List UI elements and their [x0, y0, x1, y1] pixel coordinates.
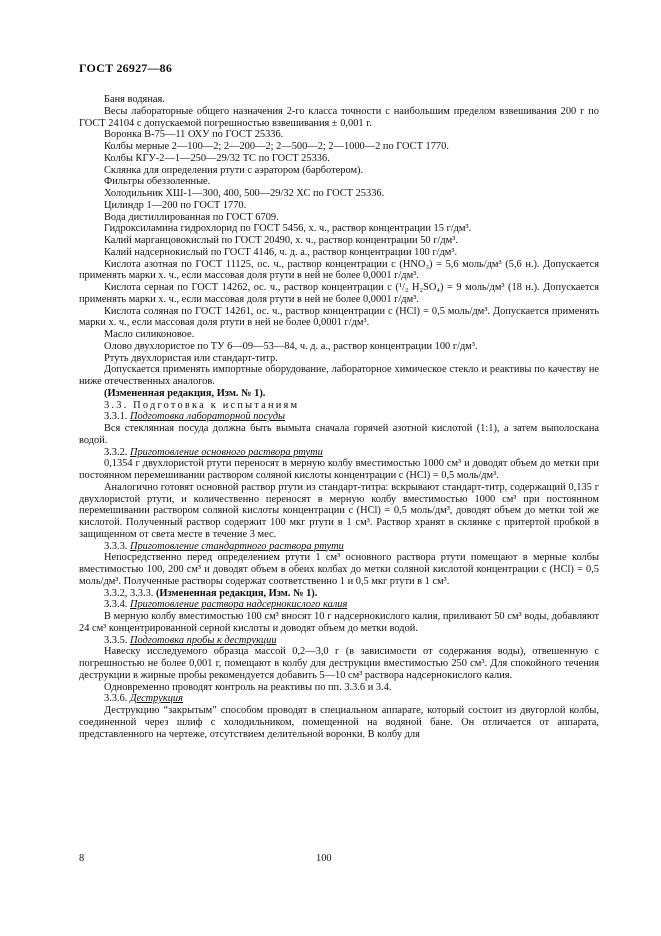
amendment-text: (Измененная редакция, Изм. № 1). [155, 587, 318, 599]
amendment-note [79, 588, 599, 600]
subsection-number: 3.3.5. [104, 634, 130, 646]
paragraph: Фильтры обеззоленные. [104, 176, 211, 188]
subsection-title: Приготовление основного раствора ртути [129, 446, 323, 458]
page-number-left: 8 [79, 853, 85, 864]
paragraph: Склянка для определения ртути с аэратором (барботером). [104, 164, 364, 176]
subsection-heading [79, 447, 599, 459]
document-body [79, 94, 599, 740]
paragraph: Холодильник ХШ-1—300, 400, 500—29/32 ХС по ГОСТ 25336. [104, 188, 385, 199]
amendment-ref: 3.3.2, 3.3.3. [104, 587, 156, 599]
paragraph: Вся стеклянная посуда должна быть вымыта сначала горячей азотной кислотой (1:1), а затем выполоскана водой. [79, 423, 599, 446]
page-header: ГОСТ 26927—86 [79, 61, 173, 75]
subsection-heading [79, 693, 599, 705]
paragraph: Кислота азотная по ГОСТ 11125, ос. ч., раствор концентрации c (HNO₃) = 5,6 моль/дм³ (5,6 н.). Допускается применять марки х. ч., если массовая доля ртути в ней не более 0,0001 г/дм³. [79, 258, 599, 282]
subsection-number: 3.3.6. [104, 693, 130, 705]
paragraph: Гидроксиламина гидрохлорид по ГОСТ 5456, х. ч., раствор концентрации 15 г/дм³. [104, 223, 472, 235]
amendment-note: (Измененная редакция, Изм. № 1). [104, 387, 266, 399]
paragraph: Весы лабораторные общего назначения 2-го класса точности с наибольшим пределом взвешивания 200 г по ГОСТ 24104 с допускаемой погрешностью взвешивания ± 0,001 г. [79, 105, 599, 129]
paragraph: Аналогично готовят основной раствор ртути из стандарт-титра: вскрывают стандарт-титр, содержащий 0,135 г двухлористой ртути, и количественно переносят в мерную колбу вместимостью 1000 см³ при постоянном перемешивании раствором соляной кислоты концентрации c (HCl) = 0,5 моль/дм³, доводят объем до метки той же кислотой. Полученный раствор содержит 100 мкг ртути в 1 см³. Раствор хранят в склянке с притертой пробкой в защищенном от света месте в течение 3 мес. [79, 481, 599, 540]
subsection-number: 3.3.3. [104, 540, 130, 552]
subsection-title: Подготовка лабораторной посуды [129, 411, 286, 423]
subsection-title: Деструкция [129, 693, 183, 705]
paragraph: Масло силиконовое. [104, 329, 195, 340]
paragraph: Навеску исследуемого образца массой 0,2—3,0 г (в зависимости от содержания воды), отвешенную с погрешностью не более 0,001 г, помещают в колбу для деструкции вместимостью 250 см³. Для спокойного течения деструкции в жирные пробы рекомендуется добавить 5—10 см³ раствора надсернокислого калия. [79, 646, 599, 681]
paragraph: Кислота соляная по ГОСТ 14261, ос. ч., раствор концентрации c (HCl) = 0,5 моль/дм³. Допускается применять марки х. ч., если массовая доля ртути в ней не более 0,0001 г/дм³. [79, 305, 599, 329]
paragraph: Олово двухлористое по ТУ 6—09—53—84, ч. д. а., раствор концентрации 100 г/дм³. [104, 340, 478, 352]
paragraph: В мерную колбу вместимостью 100 см³ вносят 10 г надсернокислого калия, приливают 50 см³ воды, добавляют 24 см³ концентрированной серной кислоты и доводят объем до метки водой. [79, 611, 599, 634]
subsection-heading [79, 599, 599, 611]
subsection-number: 3.3.2. [104, 446, 130, 458]
paragraph: Баня водяная. [104, 94, 165, 105]
paragraph: Цилиндр 1—200 по ГОСТ 1770. [104, 199, 247, 211]
page-number-center: 100 [316, 853, 332, 864]
subsection-heading [79, 541, 599, 553]
subsection-title: Приготовление раствора надсернокислого калия [129, 599, 348, 611]
subsection-heading [79, 635, 599, 647]
subsection-number: 3.3.4. [104, 599, 130, 611]
paragraph: Воронка В-75—11 ОХУ по ГОСТ 25336. [104, 129, 284, 141]
paragraph: Вода дистиллированная по ГОСТ 6709. [104, 211, 279, 223]
section-heading: 3.3. Подготовка к испытаниям [104, 399, 300, 411]
paragraph: Калий надсернокислый по ГОСТ 4146, ч. д. а., раствор концентрации 100 г/дм³. [104, 246, 458, 258]
paragraph: 0,1354 г двухлористой ртути переносят в мерную колбу вместимостью 1000 см³ и доводят объем до метки при постоянном перемешивании раствором соляной кислоты концентрации c (HCl) = 0,5 моль/дм³. [79, 458, 599, 481]
paragraph: Одновременно проводят контроль на реактивы по пп. 3.3.6 и 3.4. [104, 681, 392, 693]
paragraph: Кислота серная по ГОСТ 14262, ос. ч., раствор концентрации c (¹/₂ H₂SO₄) = 9 моль/дм³ (18 н.). Допускается применять марки х. ч., если массовая доля ртути в ней не более 0,0001 г/дм³. [79, 282, 599, 305]
paragraph: Допускается применять импортные оборудование, лабораторное химическое стекло и реактивы по качеству не ниже отечественных аналогов. [79, 364, 599, 387]
paragraph: Непосредственно перед определением ртути 1 см³ основного раствора ртути помещают в мерные колбы вместимостью 100, 200 см³ и доводят объем в обеих колбах до метки соляной кислотой концентрации c (HCl) = 0,5 моль/дм³. Полученные растворы содержат соответственно 1 и 0,5 мкг ртути в 1 см³. [79, 552, 599, 587]
paragraph: Колбы КГУ-2—1—250—29/32 ТС по ГОСТ 25336. [104, 152, 330, 164]
subsection-title: Подготовка пробы к деструкции [129, 634, 277, 646]
subsection-number: 3.3.1. [104, 411, 130, 423]
subsection-title: Приготовление стандартного раствора ртути [129, 540, 344, 552]
paragraph: Ртуть двухлористая или стандарт-титр. [104, 352, 278, 364]
paragraph: Колбы мерные 2—100—2; 2—200—2; 2—500—2; 2—1000—2 по ГОСТ 1770. [104, 141, 449, 152]
paragraph: Калий марганцовокислый по ГОСТ 20490, х. ч., раствор концентрации 50 г/дм³. [104, 235, 458, 246]
subsection-heading [79, 411, 599, 423]
paragraph: Деструкцию “закрытым” способом проводят в специальном аппарате, который состоит из двугорлой колбы, соединенной через шлиф с холодильником, помещенной на водяной бане. Он отличается от аппарата, представленного на чертеже, отсутствием делительной воронки. В колбу для [79, 705, 599, 740]
